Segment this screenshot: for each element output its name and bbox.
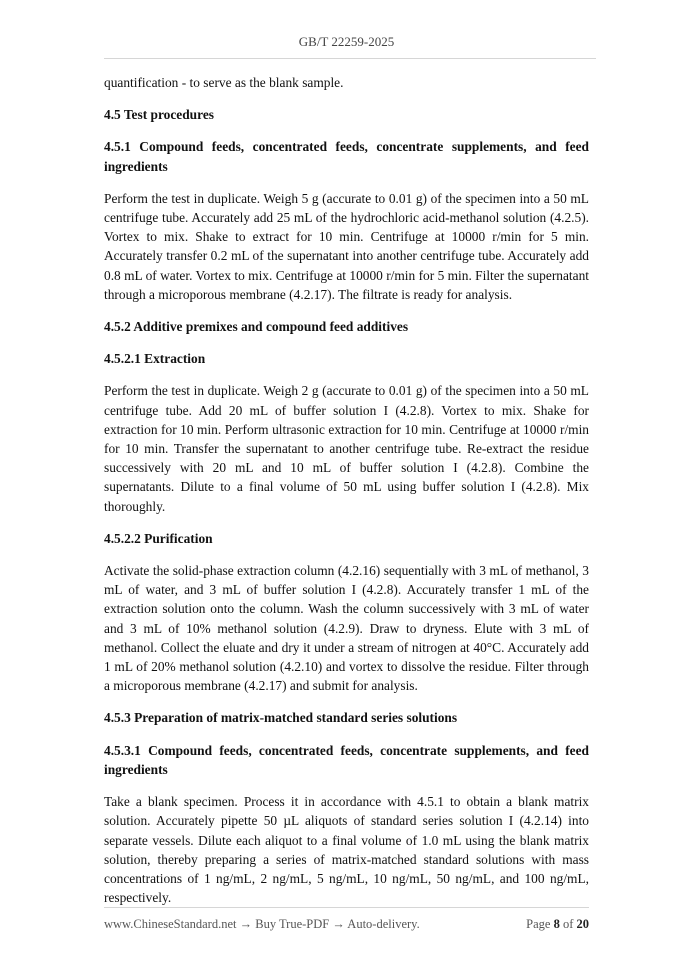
page-total: 20: [576, 917, 589, 931]
header-divider: [104, 58, 596, 59]
heading-4-5-3-1: 4.5.3.1 Compound feeds, concentrated feeds, concentrate supplements, and feed ingredients: [104, 742, 589, 777]
page-label: Page: [526, 917, 551, 931]
heading-4-5-1: 4.5.1 Compound feeds, concentrated feeds, concentrate supplements, and feed ingredients: [104, 139, 589, 174]
document-number-header: GB/T 22259-2025: [298, 34, 395, 49]
paragraph-4-5-2-1: Perform the test in duplicate. Weigh 2 g (accurate to 0.01 g) of the specimen into a 50 mL centrifuge tube. Add 20 mL of buffer solution I (4.2.8). Vortex to mix. Shake for extraction for 10 min. Perform ultrasonic extraction for 10 min. Centrifuge at 10000 r/min for 10 min. Transfer the supernatant to another centrifuge tube. Re-extract the residue successively with 20 mL and 10 mL of buffer solution I (4.2.8). Combine the supernatants. Dilute to a final volume of 50 mL using buffer solution I (4.2.8). Mix thoroughly.: [104, 383, 589, 514]
footer-site-link[interactable]: www.ChineseStandard.net → Buy True-PDF → Auto-delivery.: [104, 917, 420, 931]
paragraph-4-5-3-1: Take a blank specimen. Process it in accordance with 4.5.1 to obtain a blank matrix solution. Accurately pipette 50 µL aliquots of standard series solution I (4.2.14) into separate vessels. Dilute each aliquot to a final volume of 1.0 mL using the blank matrix solution, thereby preparing a series of matrix-matched standard solutions with mass concentrations of 1 ng/mL, 2 ng/mL, 5 ng/mL, 10 ng/mL, 50 ng/mL, and 100 ng/mL, respectively.: [104, 794, 589, 906]
paragraph-4-5-1: Perform the test in duplicate. Weigh 5 g (accurate to 0.01 g) of the specimen into a 50 mL centrifuge tube. Accurately add 25 mL of the hydrochloric acid-methanol solution (4.2.5). Vortex to mix. Shake to extract for 10 min. Centrifuge at 10000 r/min for 5 min. Accurately transfer 0.2 mL of the supernatant into another centrifuge tube. Accurately add 0.8 mL of water. Vortex to mix. Centrifuge at 10000 r/min for 5 min. Filter the supernatant through a microporous membrane (4.2.17). The filtrate is ready for analysis.: [104, 190, 589, 302]
page-content: [104, 73, 589, 907]
paragraph-4-5-2-2: Activate the solid-phase extraction column (4.2.16) sequentially with 3 mL of methanol, 3 mL of water, and 3 mL of buffer solution I (4.2.8). Accurately transfer 1 mL of the extraction solution onto the column. Wash the column successively with 3 mL of water and 3 mL of 10% methanol solution (4.2.9). Draw to dryness. Elute with 3 mL of methanol. Collect the eluate and dry it under a stream of nitrogen at 40°C. Accurately add 1 mL of 20% methanol solution (4.2.10) and vortex to dissolve the residue. Filter through a microporous membrane (4.2.17) and submit for analysis.: [104, 563, 589, 694]
heading-4-5-2: 4.5.2 Additive premixes and compound feed additives: [104, 319, 409, 335]
page-of: of: [562, 917, 574, 931]
heading-4-5-2-1: 4.5.2.1 Extraction: [104, 351, 206, 367]
heading-4-5-3: 4.5.3 Preparation of matrix-matched standard series solutions: [104, 710, 458, 726]
heading-4-5: 4.5 Test procedures: [104, 107, 214, 123]
page-number: [526, 917, 589, 932]
paragraph-continuation: quantification - to serve as the blank sample.: [104, 75, 344, 90]
page-current: 8: [553, 917, 560, 931]
heading-4-5-2-2: 4.5.2.2 Purification: [104, 530, 213, 546]
footer-divider: [104, 907, 589, 908]
